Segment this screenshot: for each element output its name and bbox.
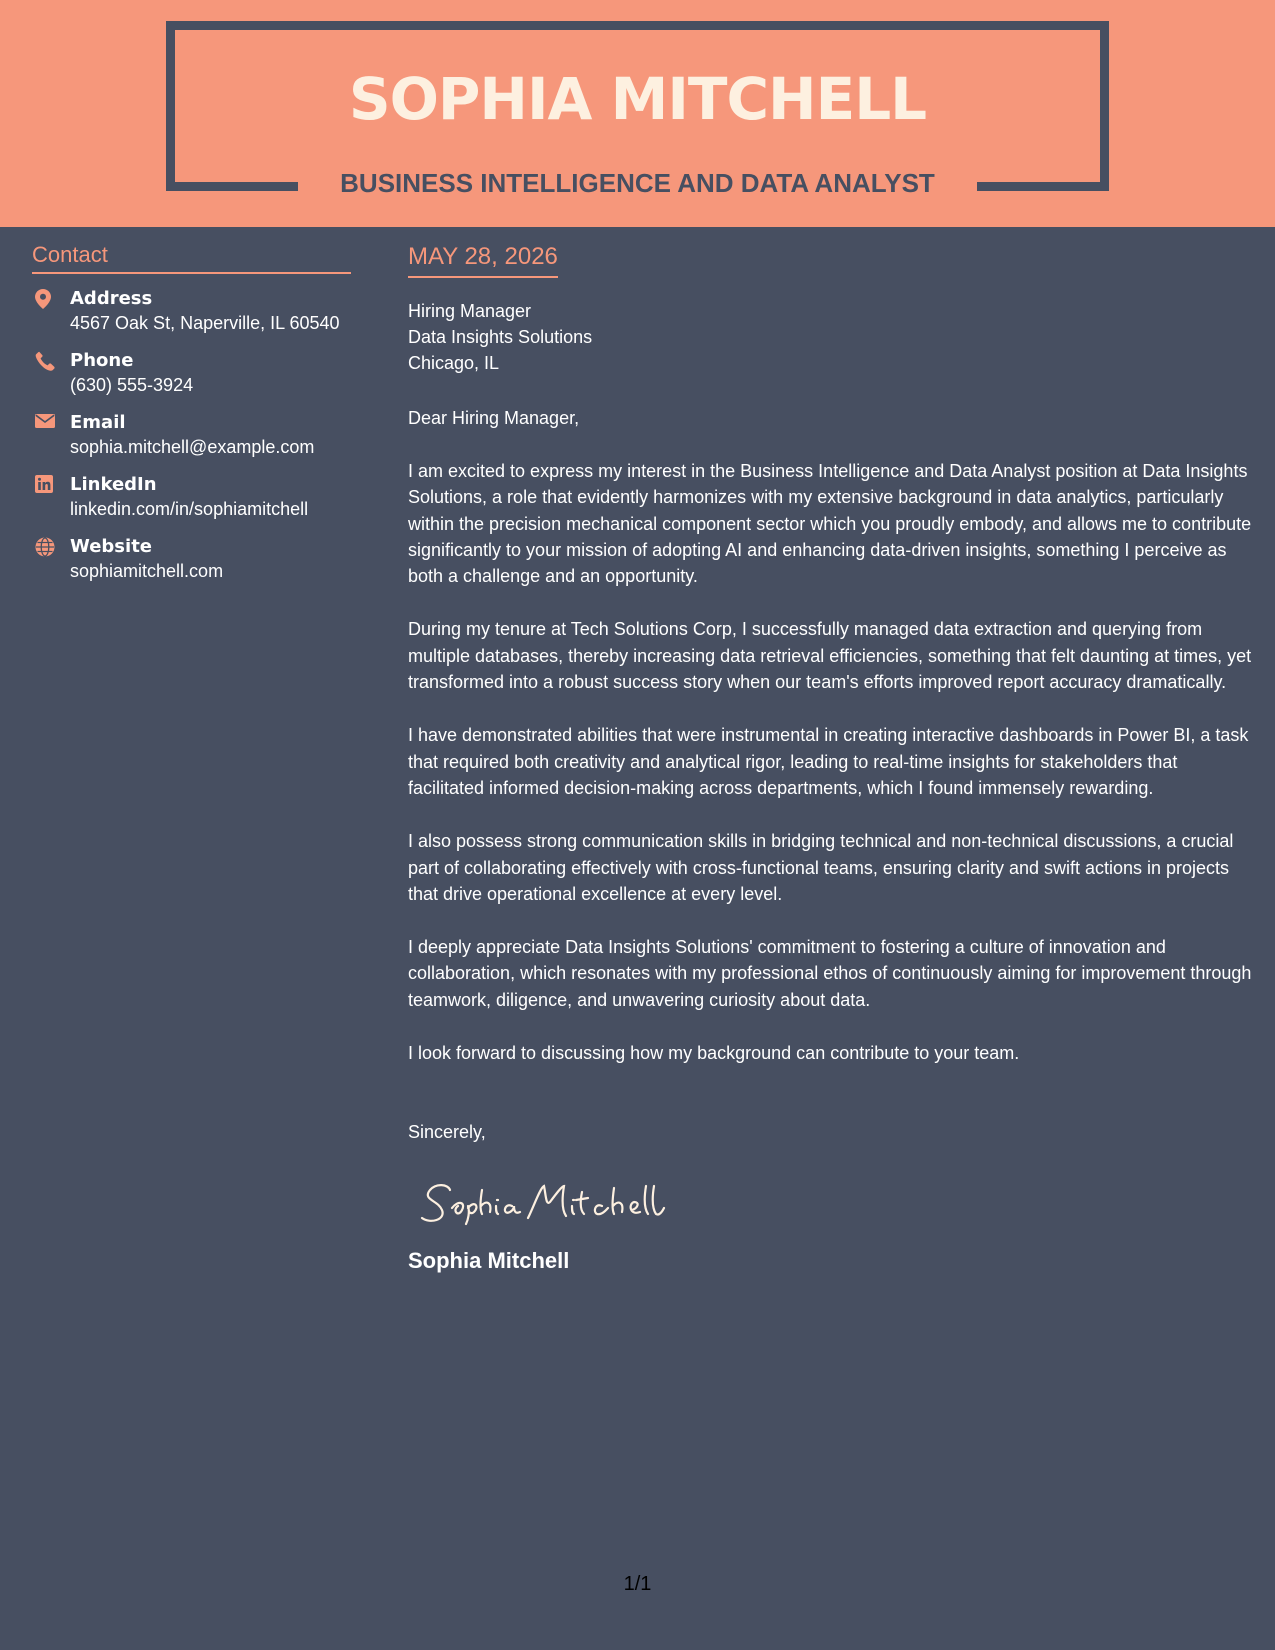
header-banner xyxy=(0,0,1275,227)
letter-paragraph: I also possess strong communication skills in bridging technical and non-technical discussions, a crucial part of collaborating effectively with cross-functional teams, ensuring clarity and swift actions in projects that drive operational excellence at every level. xyxy=(408,831,1234,904)
letter-paragraph: I am excited to express my interest in the Business Intelligence and Data Analyst position at Data Insights Solutions, a role that evidently harmonizes with my extensive background in data analytics, particularly within the precision mechanical component sector which you proudly embody, and allows me to contribute significantly to your mission of adopting AI and enhancing data-driven insights, something I perceive as both a challenge and an opportunity. xyxy=(408,461,1252,587)
globe-icon xyxy=(32,534,70,557)
salutation: Dear Hiring Manager, xyxy=(408,408,580,428)
contact-item-email xyxy=(32,410,351,460)
contact-item-linkedin xyxy=(32,472,351,522)
contact-label: Website xyxy=(70,536,153,557)
contact-item-address xyxy=(32,286,351,336)
contact-heading: Contact xyxy=(32,240,351,274)
contact-label: Address xyxy=(70,288,153,309)
letter-paragraph: During my tenure at Tech Solutions Corp, I successfully managed data extraction and querying from multiple databases, thereby increasing data retrieval efficiencies, something that felt daunting at times, yet transformed into a robust success story when our team's efforts improved report accuracy dramatically. xyxy=(408,619,1252,693)
letter-paragraph: I look forward to discussing how my background can contribute to your team. xyxy=(408,1043,1020,1064)
recipient-line: Data Insights Solutions xyxy=(408,327,593,347)
contact-label: LinkedIn xyxy=(70,474,157,495)
letter-paragraph: I have demonstrated abilities that were instrumental in creating interactive dashboards in Power BI, a task that required both creativity and analytical rigor, leading to real-time insights for stakeholders that facilitated informed decision-making across departments, which I found immensely rewarding. xyxy=(408,725,1249,798)
recipient-block xyxy=(408,298,1253,376)
contact-sidebar xyxy=(32,240,351,596)
linkedin-value: linkedin.com/in/sophiamitchell xyxy=(70,499,309,519)
envelope-icon xyxy=(32,410,70,429)
map-pin-icon xyxy=(32,286,70,309)
contact-label: Phone xyxy=(70,350,134,371)
job-title: BUSINESS INTELLIGENCE AND DATA ANALYST xyxy=(340,168,935,198)
phone-value: (630) 555-3924 xyxy=(70,375,194,395)
address-value: 4567 Oak St, Naperville, IL 60540 xyxy=(70,313,340,333)
contact-item-website xyxy=(32,534,351,584)
signer-name: Sophia Mitchell xyxy=(408,1248,570,1274)
contact-label: Email xyxy=(70,412,126,433)
website-value: sophiamitchell.com xyxy=(70,561,224,581)
contact-item-phone xyxy=(32,348,351,398)
recipient-line: Hiring Manager xyxy=(408,301,532,321)
phone-icon xyxy=(32,348,70,371)
email-value: sophia.mitchell@example.com xyxy=(70,437,315,457)
letter-paragraph: I deeply appreciate Data Insights Solutions' commitment to fostering a culture of innovation and collaboration, which resonates with my professional ethos of continuously aiming for improvement through teamwork, diligence, and unwavering curiosity about data. xyxy=(408,937,1252,1010)
linkedin-icon xyxy=(32,472,70,493)
letter-body xyxy=(408,240,1253,1276)
applicant-name: SOPHIA MITCHELL xyxy=(348,65,927,133)
recipient-line: Chicago, IL xyxy=(408,353,500,373)
closing: Sincerely, xyxy=(408,1122,486,1143)
page-number: 1/1 xyxy=(623,1573,652,1595)
handwritten-signature xyxy=(416,1178,666,1226)
letter-date: MAY 28, 2026 xyxy=(408,240,558,278)
